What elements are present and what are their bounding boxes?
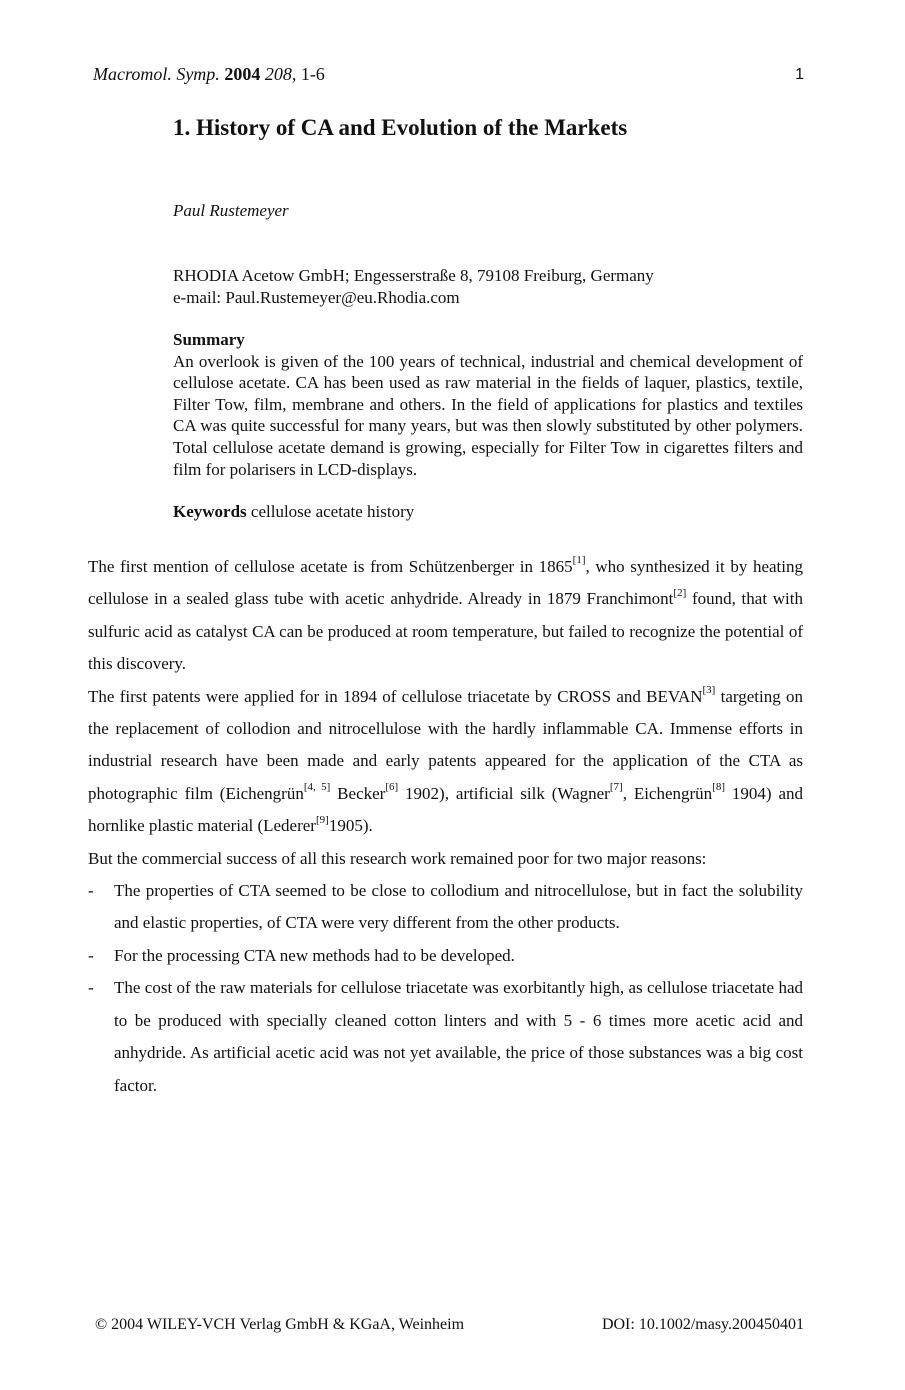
paragraph-1 <box>88 551 803 681</box>
text-span: The first patents were applied for in 1894 of cellulose triacetate by CROSS and BEVAN <box>88 686 703 706</box>
bullet-dash: - <box>88 978 94 998</box>
keywords-label: Keywords <box>173 502 247 521</box>
reference-1: [1] <box>572 554 586 567</box>
bullet-dash: - <box>88 881 94 901</box>
bullet-text: For the processing CTA new methods had to be developed. <box>114 945 515 965</box>
text-span: 1902), artificial silk (Wagner <box>398 783 610 803</box>
bullet-dash: - <box>88 945 94 965</box>
reference-4-5: [4, 5] <box>303 781 331 794</box>
journal-citation <box>93 64 325 85</box>
keywords-line <box>173 502 414 522</box>
reference-7: [7] <box>609 781 623 794</box>
reference-9: [9] <box>315 813 329 826</box>
author-name: Paul Rustemeyer <box>173 201 289 220</box>
reference-2: [2] <box>673 586 687 599</box>
reference-3: [3] <box>702 683 716 696</box>
text-span: The first mention of cellulose acetate is from Schützenberger in 1865 <box>88 557 573 576</box>
text-span: found, that with sulfuric acid as catalyst CA can be produced at room temperature, but failed to recognize the potential of this discovery. <box>88 589 803 674</box>
text-span: Becker <box>330 783 386 803</box>
affiliation <box>173 265 654 309</box>
text-span: targeting on the replacement of collodion and nitrocellulose with the hardly inflammable CA. Immense efforts in industrial research have been made and early patents appeared for the application of the CTA as photographic film (Eichengrün <box>88 686 803 803</box>
page-number: 1 <box>795 66 804 83</box>
journal-pages: 1-6 <box>300 64 325 84</box>
bullet-text: The properties of CTA seemed to be close to collodium and nitrocellulose, but in fact the solubility and elastic properties, of CTA were very different from the other products. <box>114 881 803 933</box>
bullet-text: The cost of the raw materials for cellulose triacetate was exorbitantly high, as cellulose triacetate had to be produced with specially cleaned cotton linters and with 5 - 6 times more acetic acid and anhydride. As artificial acetic acid was not yet available, the price of those substances was a big cost factor. <box>114 978 803 1095</box>
summary-heading: Summary <box>173 330 245 349</box>
bullet-item-1 <box>88 875 803 940</box>
text-span: , who synthesized it by heating cellulose in a sealed glass tube with acetic anhydride. Already in 1879 Franchimont <box>88 557 804 609</box>
reference-8: [8] <box>712 781 726 794</box>
bullet-item-3 <box>88 972 803 1102</box>
text-span: , Eichengrün <box>622 783 713 803</box>
affiliation-email: e-mail: Paul.Rustemeyer@eu.Rhodia.com <box>173 288 460 307</box>
doi: DOI: 10.1002/masy.200450401 <box>601 1316 804 1333</box>
journal-name: Macromol. Symp. <box>93 64 220 84</box>
article-title: 1. History of CA and Evolution of the Markets <box>173 115 628 140</box>
summary-text: An overlook is given of the 100 years of technical, industrial and chemical development of cellulose acetate. CA has been used as raw material in the fields of laquer, plastics, textile, Filter Tow, film, membrane and others. In the field of applications for plastics and textiles CA was quite successful for many years, but was then slowly substituted by other polymers. Total cellulose acetate demand is growing, especially for Filter Tow in cigarettes filters and film for polarisers in LCD-displays. <box>173 351 803 479</box>
journal-volume: 208, <box>264 64 297 84</box>
reference-6: [6] <box>385 781 399 794</box>
paragraph-2 <box>88 681 803 843</box>
text-span: 1904) and hornlike plastic material (Lederer <box>88 783 803 836</box>
summary-section <box>173 329 803 480</box>
journal-year: 2004 <box>224 64 261 84</box>
paragraph-3: But the commercial success of all this research work remained poor for two major reasons: <box>88 848 707 868</box>
text-span: 1905). <box>328 816 373 836</box>
keywords-text: cellulose acetate history <box>250 502 415 521</box>
affiliation-address: RHODIA Acetow GmbH; Engesserstraße 8, 79108 Freiburg, Germany <box>173 266 654 285</box>
article-body <box>88 551 803 1102</box>
bullet-item-2 <box>88 940 803 972</box>
copyright-notice: © 2004 WILEY-VCH Verlag GmbH & KGaA, Weinheim <box>95 1316 465 1333</box>
